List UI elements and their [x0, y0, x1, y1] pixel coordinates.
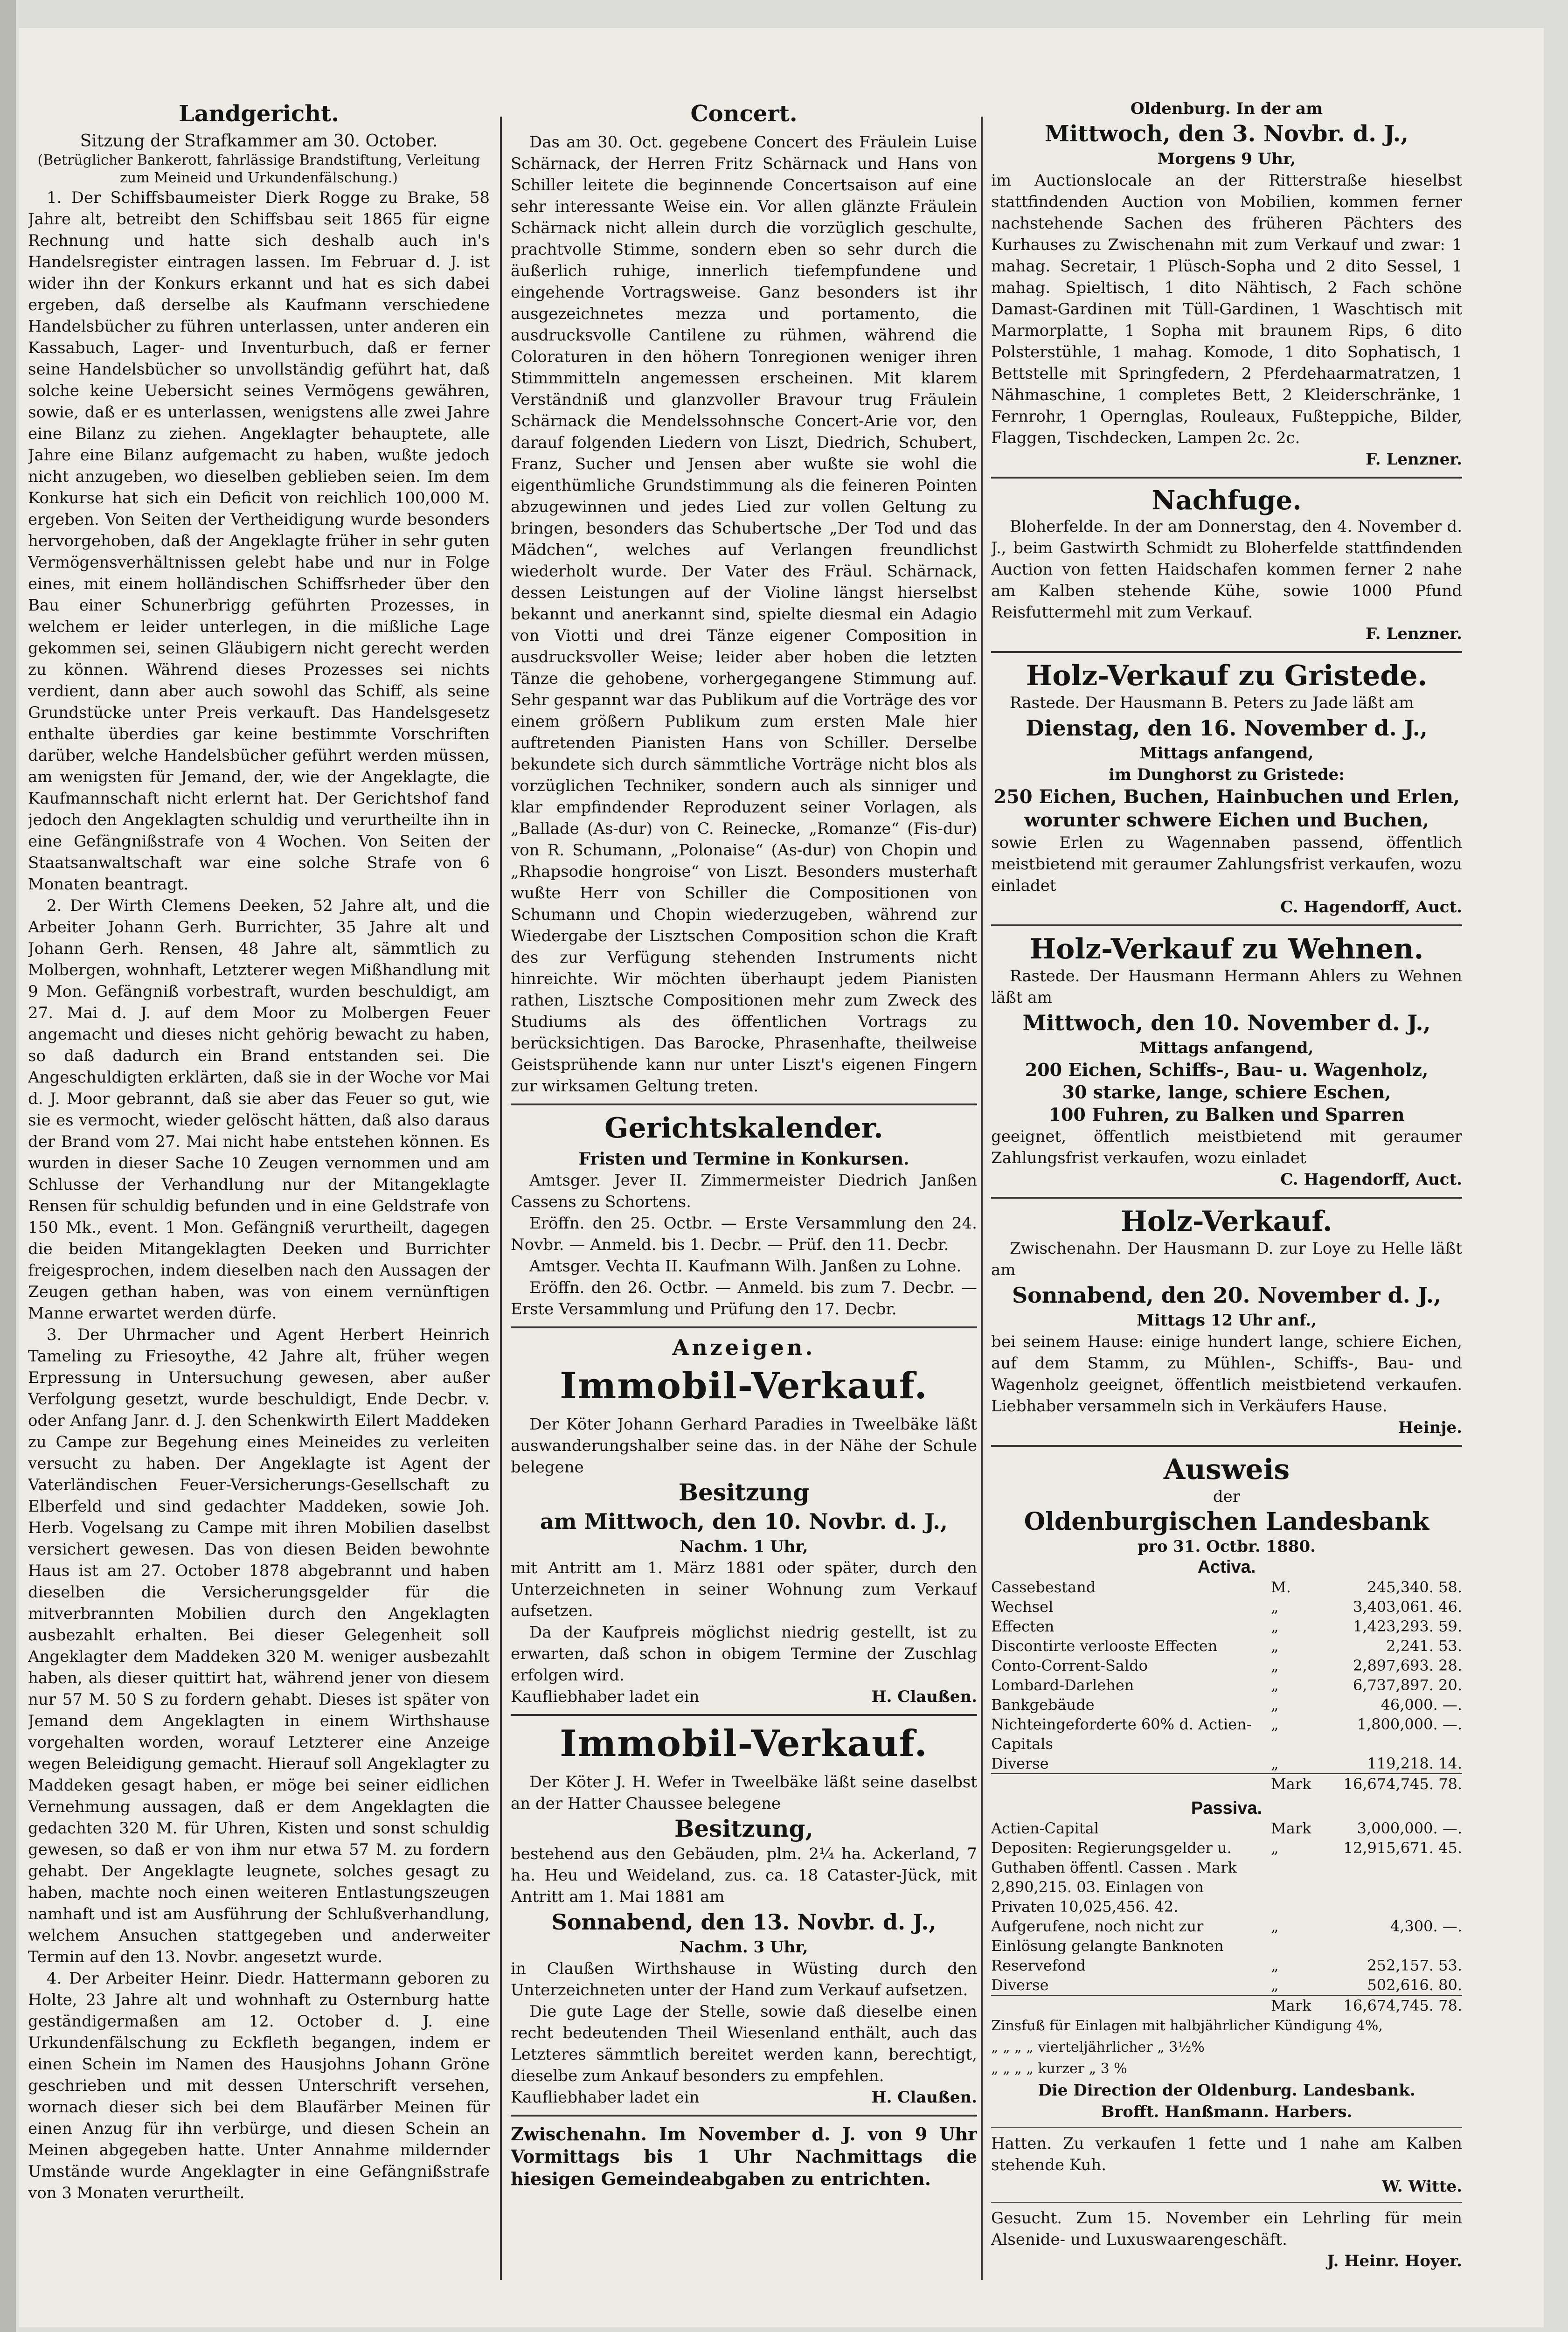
- balance-currency: „: [1271, 1696, 1279, 1714]
- balance-currency: Mark: [1271, 1819, 1311, 1837]
- ad-goods: 200 Eichen, Schiffs-, Bau- u. Wagenholz,: [1025, 1059, 1429, 1080]
- balance-value: 1,800,000. —.: [1357, 1715, 1462, 1733]
- report-der: der: [1213, 1487, 1241, 1506]
- balance-label: Nichteingeforderte 60% d. Actien-Capitals: [991, 1715, 1252, 1753]
- ad-text: Da der Kaufpreis möglichst niedrig gestellt, ist zu erwarten, daß schon in obigem Termine der Zuschlag erfolgen wird.: [511, 1623, 977, 1685]
- report-title: Ausweis: [1163, 1453, 1290, 1486]
- ad-text: geeignet, öffentlich meistbietend mit geraumer Zahlungsfrist verkaufen, wozu einladet: [991, 1127, 1462, 1167]
- balance-row: [991, 1916, 1462, 1956]
- ad-time: Nachm. 1 Uhr,: [680, 1537, 808, 1556]
- column-rule: [981, 117, 983, 2280]
- divider: [991, 1445, 1462, 1447]
- notice-date: Mittwoch, den 3. Novbr. d. J.,: [1044, 121, 1409, 147]
- section-note: (Betrüglicher Bankerott, fahrlässige Brandstiftung, Verleitung zum Meineid und Urkundenfälschung.): [37, 152, 480, 186]
- ad-text: Die gute Lage der Stelle, sowie daß dieselbe einen recht bedeutenden Theil Wiesenland enthält, auch das Letzteres sämmtlich bereitet werden kann, berechtigt, dieselbe zum Ankauf besonders zu empfehlen.: [511, 2002, 977, 2085]
- balance-value: 2,897,693. 28.: [1353, 1657, 1462, 1674]
- balance-label: Depositen: Regierungsgelder u. Guthaben öffentl. Cassen . Mark 2,890,215. 03. Einlagen von Privaten 10,025,456. 42.: [991, 1839, 1237, 1916]
- ad-date: am Mittwoch, den 10. Novbr. d. J.,: [540, 1509, 948, 1534]
- balance-value: 4,300. —.: [1390, 1917, 1462, 1935]
- nachfuge-title: Nachfuge.: [1152, 485, 1302, 516]
- divider: [991, 477, 1462, 479]
- court-entry: Amtsger. Jever II. Zimmermeister Diedrich Janßen Cassens zu Schortens.: [511, 1171, 977, 1211]
- ad-highlight: Besitzung,: [674, 1815, 813, 1842]
- balance-label: [991, 1774, 1271, 1794]
- divider: [511, 1326, 977, 1328]
- balance-row: [991, 1577, 1462, 1597]
- column-landgericht: [28, 98, 490, 2294]
- ad-goods: 100 Fuhren, zu Balken und Sparren: [1048, 1104, 1405, 1125]
- gerichtskalender-subtitle: Fristen und Termine in Konkursen.: [578, 1149, 909, 1169]
- balance-value: 2,241. 53.: [1386, 1637, 1462, 1655]
- court-entry: Eröffn. den 26. Octbr. — Anmeld. bis zum 7. Decbr. — Erste Versammlung und Prüfung den 17. Decbr.: [511, 1278, 977, 1319]
- ad-text: bestehend aus den Gebäuden, plm. 2¼ ha. Ackerland, 7 ha. Heu und Weideland, zus. ca. 18 Cataster-Jück, mit Antritt am 1. Mai 1881 am: [511, 1845, 977, 1906]
- ad-text: Rastede. Der Hausmann Hermann Ahlers zu Wehnen läßt am: [991, 967, 1462, 1007]
- balance-row: [991, 1597, 1462, 1617]
- notice-text: Bloherfelde. In der am Donnerstag, den 4. November d. J., beim Gastwirth Schmidt zu Bloherfelde stattfindenden Auction von fetten Haidschafen kommen ferner 2 nahe am Kalben stehende Kühe, sowie 1000 Pfund Reisfuttermehl mit zum Verkauf.: [991, 517, 1462, 622]
- balance-label: Bankgebäude: [991, 1696, 1095, 1714]
- section-title: Landgericht.: [179, 101, 339, 127]
- divider: [991, 2202, 1462, 2203]
- court-entry: Amtsger. Vechta II. Kaufmann Wilh. Janßen zu Lohne.: [529, 1257, 962, 1276]
- ad-date: Mittwoch, den 10. November d. J.,: [1022, 1010, 1431, 1035]
- ad-text: Rastede. Der Hausmann B. Peters zu Jade läßt am: [1010, 694, 1414, 712]
- ads-heading: Anzeigen.: [672, 1335, 816, 1360]
- balance-value: 502,616. 80.: [1367, 1976, 1462, 1994]
- balance-label: Wechsel: [991, 1598, 1054, 1616]
- notice-signature: F. Lenzner.: [1366, 625, 1462, 643]
- gerichtskalender-title: Gerichtskalender.: [604, 1112, 883, 1145]
- balance-currency: „: [1271, 1715, 1279, 1733]
- balance-currency: „: [1271, 1676, 1279, 1694]
- ad-time: Nachm. 3 Uhr,: [680, 1938, 808, 1957]
- ad-title: Immobil-Verkauf.: [560, 1365, 928, 1407]
- section-subtitle: Sitzung der Strafkammer am 30. October.: [80, 132, 438, 151]
- ad-time: Mittags anfangend,: [1139, 744, 1314, 763]
- ad-signature: C. Hagendorff, Auct.: [1280, 1170, 1462, 1189]
- balance-value: 12,915,671. 45.: [1343, 1839, 1462, 1857]
- concert-text: Das am 30. Oct. gegebene Concert des Fräulein Luise Schärnack, der Herren Fritz Schärnack und Hans von Schiller leitete die beginnende Concertsaison auf eine sehr interessante Weise ein. Vor allen glänzte Fräulein Schärnack nicht allein durch die vorzüglich geschulte, prachtvolle Stimme, sondern eben so sehr durch die äußerlich ruhige, innerlich tiefempfundene und eingehende Vortragsweise. Ganz besonders ist ihr ausgezeichnetes mezza und portamento, die ausdrucksvolle Cantilene zu rühmen, während die Coloraturen in den höhern Tonregionen weniger ihren Stimmmitteln angemessen erscheinen. Mit klarem Verständniß und glanzvoller Bravour trug Fräulein Schärnack die Mendelssohnsche Concert-Arie vor, den darauf folgenden Liedern von Liszt, Diedrich, Schubert, Franz, Sucher und Jensen aber wußte sie wohl die eigenthümliche Grundstimmung als die feineren Pointen abzugewinnen und jedes Lied zur vollen Geltung zu bringen, besonders das Schubertsche „Der Tod und das Mädchen“, welches auf Verlangen freundlichst wiederholt wurde. Der Vater des Fräul. Schärnack, dessen Leistungen auf der Violine längst hierselbst bekannt und anerkannt sind, spielte diesmal ein Adagio von Viotti und drei Tänze eigener Composition in ausdrucksvoller Weise; leider aber hoben die letzten Tänze die gehobene, vorhergegangene Stimmung auf. Sehr gespannt war das Publikum auf die Vorträge des vor einem größern Publikum zum ersten Male hier auftretenden Pianisten Hans von Schiller. Derselbe bekundete sich durch sämmtliche Vorträge nicht blos als vorzüglichen Techniker, sondern auch als sinniger und klar empfindender Reproduzent seiner Vorlagen, als „Ballade (As-dur) von C. Reinecke, „Romanze“ (Fis-dur) von R. Schumann, „Polonaise“ (As-dur) von Chopin und „Rhapsodie hongroise“ von Liszt. Besonders musterhaft wußte Herr von Schiller die Compositionen von Schumann und Chopin wiederzugeben, während zur Wiedergabe der Lisztschen Composition schon die Kraft des zur Verfügung stehenden Instruments nicht hinreichte. Wir möchten überhaupt jedem Pianisten rathen, Lisztsche Compositionen mehr zum Zweck des Studiums als des öffentlichen Vortrags zu berücksichtigen. Das Barocke, Phrasenhafte, theilweise Geistsprühende kann nur unter Liszt's eigenen Fingern zur wirksamen Geltung treten.: [511, 133, 977, 1096]
- balance-label: [991, 1996, 1271, 2015]
- ad-place: im Dunghorst zu Gristede:: [1109, 765, 1345, 784]
- notice-signature: F. Lenzner.: [1366, 450, 1462, 469]
- interest-line: Zinsfuß für Einlagen mit halbjährlicher Kündigung 4%,: [991, 2018, 1383, 2034]
- balance-value: 1,423,293. 59.: [1353, 1617, 1462, 1635]
- balance-row: [991, 1995, 1462, 2015]
- divider: [991, 2127, 1462, 2128]
- balance-label: Lombard-Darlehen: [991, 1676, 1134, 1694]
- balance-currency: „: [1271, 1917, 1279, 1935]
- ad-highlight: Besitzung: [678, 1478, 810, 1506]
- ad-title: Holz-Verkauf.: [1121, 1205, 1332, 1238]
- ad-title: Holz-Verkauf zu Wehnen.: [1029, 933, 1424, 965]
- balance-row: [991, 1975, 1462, 1995]
- ad-text: sowie Erlen zu Wagennaben passend, öffentlich meistbietend mit geraumer Zahlungsfrist verkaufen, wozu einladet: [991, 833, 1462, 895]
- page-edge: [0, 0, 16, 2332]
- notice-time: Morgens 9 Uhr,: [1157, 150, 1296, 168]
- balance-currency: „: [1271, 1657, 1279, 1674]
- signature-name: H. Claußen.: [871, 1687, 977, 1706]
- signature-lead: Kaufliebhaber ladet ein: [511, 2088, 700, 2107]
- balance-currency: „: [1271, 1637, 1279, 1655]
- divider: [511, 2115, 977, 2117]
- balance-label: Diverse: [991, 1755, 1049, 1772]
- notice-text: Gesucht. Zum 15. November ein Lehrling für mein Alsenide- und Luxuswaarengeschäft.: [991, 2209, 1462, 2249]
- column-rule: [500, 117, 502, 2280]
- balance-row: [991, 1714, 1462, 1754]
- balance-row: [991, 1675, 1462, 1695]
- notice-signature: W. Witte.: [1382, 2177, 1462, 2196]
- balance-row: [991, 1636, 1462, 1656]
- balance-currency: „: [1271, 1957, 1279, 1974]
- balance-currency: Mark: [1271, 1775, 1311, 1793]
- balance-currency: „: [1271, 1755, 1279, 1772]
- balance-value: 245,340. 58.: [1367, 1578, 1462, 1596]
- ad-signature: C. Hagendorff, Auct.: [1280, 898, 1462, 916]
- ad-text: Zwischenahn. Der Hausmann D. zur Loye zu Helle läßt am: [991, 1239, 1462, 1279]
- balance-label: Reservefond: [991, 1957, 1086, 1974]
- ad-time: Mittags anfangend,: [1139, 1039, 1314, 1057]
- ad-date: Sonnabend, den 13. Novbr. d. J.,: [551, 1909, 937, 1935]
- article-paragraph: 4. Der Arbeiter Heinr. Diedr. Hattermann geboren zu Holte, 23 Jahre alt und wohnhaft zu Osternburg hatte geständigermaßen am 12. October d. J. eine Urkundenfälschung zu Eckfleth begangen, indem er einen Schein im Namen des Hausjohns Johann Gröne geschrieben und mit dessen Unterschrift versehen, wornach dieser sich bei dem Blaufärber Meinen für einen Anzug für ihn verbürge, und diesen Schein an Meinen abgegeben hatte. Unter Annahme mildernder Umstände wurde Angeklagter in eine Gefängnißstrafe von 3 Monaten verurtheilt.: [28, 1969, 490, 2202]
- balance-value: 3,403,061. 46.: [1353, 1598, 1462, 1616]
- ad-text: bei seinem Hause: einige hundert lange, schiere Eichen, auf dem Stamm, zu Mühlen-, Schiffs-, Bau- und Wagenholz geeignet, öffentlich meistbietend verkaufen. Liebhaber versammeln sich in Verkäufers Hause.: [991, 1333, 1462, 1416]
- divider: [511, 1104, 977, 1105]
- article-paragraph: 1. Der Schiffsbaumeister Dierk Rogge zu Brake, 58 Jahre alt, betreibt den Schiffsbau seit 1865 für eigne Rechnung und hatte sich deshalb auch in's Handelsregister eintragen lassen. Im Februar d. J. ist wider ihn der Konkurs erkannt und hat es sich dabei ergeben, daß derselbe als Kaufmann verschiedene Handelsbücher zu führen unterlassen, unter anderen ein Kassabuch, Lager- und Inventurbuch, daß er ferner seine Handelsbücher so unvollständig geführt hat, daß solche keine Uebersicht seines Vermögens gewähren, sowie, daß er es unterlassen, wenigstens alle zwei Jahre eine Bilanz zu ziehen. Angeklagter behauptete, alle Jahre eine Bilanz aufgemacht zu haben, wußte jedoch nicht anzugeben, wo dieselben geblieben seien. Im dem Konkurse hat sich ein Deficit von reichlich 100,000 M. ergeben. Von Seiten der Vertheidigung wurde besonders hervorgehoben, daß der Angeklagte früher in sehr guten Vermögensverhältnissen gelebt habe und nur in Folge eines, mit einem holländischen Schiffsrheder über den Bau einer Schunerbrigg geführten Prozesses, in welchem er leider unterlegen, in die mißliche Lage gekommen sei, seinen Gläubigern nicht gerecht werden zu können. Während dieses Prozesses sei nichts verdient, dann aber auch sowohl das Schiff, als seine Grundstücke unter Preis verkauft. Das Handelsgesetz enthalte überdies gar keine bestimmte Vorschriften darüber, welche Handelsbücher geführt werden müssen, am wenigsten für Jemand, der, wie der Angeklagte, die Kaufmannschaft nicht erlernt hat. Der Gerichtshof fand jedoch den Angeklagten schuldig und verurtheilte ihn in eine Gefängnißstrafe von 4 Wochen. Von Seiten der Staatsanwaltschaft war eine solche Strafe von 6 Monaten beantragt.: [28, 188, 490, 894]
- balance-value: 119,218. 14.: [1367, 1755, 1462, 1772]
- ad-signature: [511, 1686, 977, 1707]
- interest-line: „ „ „ „ kurzer „ 3 %: [991, 2061, 1127, 2077]
- notice-text: Zwischenahn. Im November d. J. von 9 Uhr Vormittags bis 1 Uhr Nachmittags die hiesigen Gemeindeabgaben zu entrichten.: [511, 2124, 977, 2189]
- balance-label: Discontirte verlooste Effecten: [991, 1637, 1218, 1655]
- balance-row: [991, 1773, 1462, 1794]
- balance-currency: Mark: [1271, 1997, 1311, 2014]
- bank-direction: Die Direction der Oldenburg. Landesbank.: [1038, 2081, 1415, 2100]
- report-date: pro 31. Octbr. 1880.: [1138, 1537, 1316, 1556]
- column-concert: [511, 98, 977, 2294]
- balance-row: [991, 1818, 1462, 1838]
- notice-text: im Auctionslocale an der Ritterstraße hieselbst stattfindenden Auction von Mobilien, kommen ferner nachstehende Sachen des früheren Pächters des Kurhauses zu Zwischenahn mit zum Verkauf und zwar: 1 mahag. Secretair, 1 Plüsch-Sopha und 2 dito Sessel, 1 mahag. Spieltisch, 1 dito Nähtisch, 2 Fach schöne Damast-Gardinen mit Tüll-Gardinen, 1 Waschtisch mit Marmorplatte, 1 Sopha mit braunem Rips, 6 dito Polsterstühle, 1 mahag. Komode, 1 dito Sophatisch, 1 Bettstelle mit Springfedern, 2 Pferdehaarmatratzen, 1 Nähmaschine, 1 completes Bett, 2 Kleiderschränke, 1 Fernrohr, 1 Opernglas, Rouleaux, Fußteppiche, Bilder, Flaggen, Tischdecken, Lampen 2c. 2c.: [991, 171, 1462, 447]
- article-paragraph: 2. Der Wirth Clemens Deeken, 52 Jahre alt, und die Arbeiter Johann Gerh. Burrichter, 35 Jahre alt und Johann Gerh. Rensen, 48 Jahre alt, sämmtlich zu Molbergen, wohnhaft, Letzterer wegen Mißhandlung mit 9 Mon. Gefängniß vorbestraft, wurden beschuldigt, am 27. Mai d. J. auf dem Moor zu Molbergen Feuer angemacht und dieses nicht gehörig bewacht zu haben, so daß dadurch ein Brand entstanden sei. Die Angeschuldigten erklärten, daß sie in der Woche vor Mai d. J. Moor gebrannt, daß sie aber das Feuer so gut, wie sie es vermocht, wieder gelöscht hätten, daß also daraus der Brand vom 27. Mai nicht habe entstehen können. Es wurden in dieser Sache 10 Zeugen vernommen und am Schlusse der Verhandlung nur der Mitangeklagte Rensen für schuldig befunden und in eine Geldstrafe von 150 Mk., event. 1 Mon. Gefängniß verurtheilt, dagegen die beiden Mitangeklagten Deeken und Burrichter freigesprochen, indem dieselben nach den Aussagen der Zeugen gethan haben, was von einem vernünftigen Manne erwartet werden dürfe.: [28, 896, 490, 1323]
- divider: [991, 1197, 1462, 1199]
- ad-goods: 30 starke, lange, schiere Eschen,: [1062, 1082, 1391, 1103]
- concert-title: Concert.: [690, 101, 798, 127]
- ad-title: Immobil-Verkauf.: [560, 1722, 928, 1765]
- balance-row: [991, 1617, 1462, 1636]
- ad-signature: [511, 2087, 977, 2108]
- ad-title: Holz-Verkauf zu Gristede.: [1026, 659, 1428, 692]
- passiva-heading: Passiva.: [1191, 1798, 1263, 1818]
- ad-text: in Claußen Wirthshause in Wüsting durch den Unterzeichneten unter der Hand zum Verkauf aufsetzen.: [511, 1959, 977, 1999]
- passiva-table: [991, 1818, 1462, 2015]
- balance-value: 3,000,000. —.: [1357, 1819, 1462, 1837]
- balance-row: [991, 1754, 1462, 1773]
- balance-row: [991, 1956, 1462, 1975]
- balance-label: Conto-Corrent-Saldo: [991, 1657, 1148, 1674]
- article-paragraph: 3. Der Uhrmacher und Agent Herbert Heinrich Tameling zu Friesoythe, 42 Jahre alt, früher wegen Erpressung in Untersuchung gewesen, aber außer Verfolgung gesetzt, wurde beschuldigt, Ende Decbr. v. oder Anfang Janr. d. J. den Schenkwirth Eilert Maddeken zu Campe zur Begehung eines Meineides zu verleiten versucht zu haben. Der Angeklagte ist Agent der Vaterländischen Feuer-Versicherungs-Gesellschaft zu Elberfeld und sind gedachter Maddeken, sowie Joh. Herb. Vogelsang zu Campe mit ihren Mobilien daselbst versichert gewesen. Das von diesen Beiden bewohnte Haus ist am 27. October 1878 abgebrannt und haben dieselben die Versicherungsgelder für die mitverbrannten Mobilien durch den Angeklagten ausbezahlt erhalten. Bei dieser Gelegenheit soll Angeklagter dem Maddeken 320 M. weniger ausbezahlt haben, als dieser quittirt hat, während jener von diesem nur 57 M. 50 S zu fordern gehabt. Dieses ist später von Jemand dem Angeklagten in einem Wirthshause vorgehalten worden, worauf Letzterer eine Anzeige wegen Beleidigung gemacht. Hierauf soll Angeklagter zu Maddeken gesagt haben, er möge bei seiner eidlichen Vernehmung aussagen, daß er dem Angeklagten die gedachten 320 M. für Uhren, Kisten und sonst schuldig gewesen, so daß er von ihm nur etwa 57 M. zu fordern gehabt. Der Angeklagte leugnete, solches gesagt zu haben, machte noch einen weiteren Entlastungszeugen namhaft und ist am Ausführung der Schlußverhandlung, welchem Ansuchen stattgegeben und anderweiter Termin auf den 13. Novbr. angesetzt wurde.: [28, 1326, 490, 1966]
- ad-text: Der Köter J. H. Wefer in Tweelbäke läßt seine daselbst an der Hatter Chaussee belegene: [511, 1773, 977, 1813]
- balance-value: 46,000. —.: [1381, 1696, 1462, 1714]
- notice-text: Hatten. Zu verkaufen 1 fette und 1 nahe am Kalben stehende Kuh.: [991, 2134, 1462, 2174]
- balance-value: 16,674,745. 78.: [1343, 1997, 1462, 2014]
- balance-label: Aufgerufene, noch nicht zur Einlösung gelangte Banknoten: [991, 1917, 1224, 1955]
- ad-text: Der Köter Johann Gerhard Paradies in Tweelbäke läßt auswanderungshalber seine das. in der Nähe der Schule belegene: [511, 1415, 977, 1477]
- ad-text: mit Antritt am 1. März 1881 oder später, durch den Unterzeichneten in seiner Wohnung zum Verkauf aufsetzen.: [511, 1559, 977, 1620]
- divider: [991, 651, 1462, 653]
- ad-date: Sonnabend, den 20. November d. J.,: [1012, 1283, 1442, 1308]
- interest-line: „ „ „ „ vierteljährlicher „ 3½%: [991, 2039, 1205, 2055]
- bank-directors: Brofft. Hanßmann. Harbers.: [1101, 2103, 1353, 2121]
- column-auctions: [991, 98, 1462, 2294]
- balance-value: 252,157. 53.: [1367, 1957, 1462, 1974]
- balance-value: 16,674,745. 78.: [1343, 1775, 1462, 1793]
- ad-time: Mittags 12 Uhr anf.,: [1137, 1311, 1317, 1330]
- divider: [991, 924, 1462, 926]
- balance-row: [991, 1838, 1462, 1916]
- balance-currency: „: [1271, 1617, 1279, 1635]
- ad-date: Dienstag, den 16. November d. J.,: [1026, 715, 1428, 741]
- signature-name: H. Claußen.: [871, 2088, 977, 2107]
- balance-currency: „: [1271, 1976, 1279, 1994]
- balance-label: Actien-Capital: [991, 1819, 1099, 1837]
- activa-table: [991, 1577, 1462, 1794]
- balance-row: [991, 1695, 1462, 1714]
- balance-currency: „: [1271, 1839, 1279, 1857]
- activa-heading: Activa.: [1197, 1557, 1256, 1577]
- balance-label: Effecten: [991, 1617, 1055, 1635]
- signature-lead: Kaufliebhaber ladet ein: [511, 1687, 700, 1706]
- notice-signature: J. Heinr. Hoyer.: [1327, 2252, 1462, 2270]
- notice-lead: Oldenburg. In der am: [1130, 99, 1323, 118]
- report-bank: Oldenburgischen Landesbank: [1024, 1507, 1429, 1536]
- ad-goods: 250 Eichen, Buchen, Hainbuchen und Erlen, worunter schwere Eichen und Buchen,: [993, 786, 1460, 831]
- balance-currency: M.: [1271, 1578, 1291, 1596]
- balance-value: 6,737,897. 20.: [1353, 1676, 1462, 1694]
- ad-signature: Heinje.: [1398, 1418, 1462, 1437]
- divider: [511, 1714, 977, 1716]
- balance-label: Diverse: [991, 1976, 1049, 1994]
- balance-currency: „: [1271, 1598, 1279, 1616]
- balance-row: [991, 1656, 1462, 1675]
- court-entry: Eröffn. den 25. Octbr. — Erste Versammlung den 24. Novbr. — Anmeld. bis 1. Decbr. — Prüf. den 11. Decbr.: [511, 1214, 977, 1254]
- balance-label: Cassebestand: [991, 1578, 1096, 1596]
